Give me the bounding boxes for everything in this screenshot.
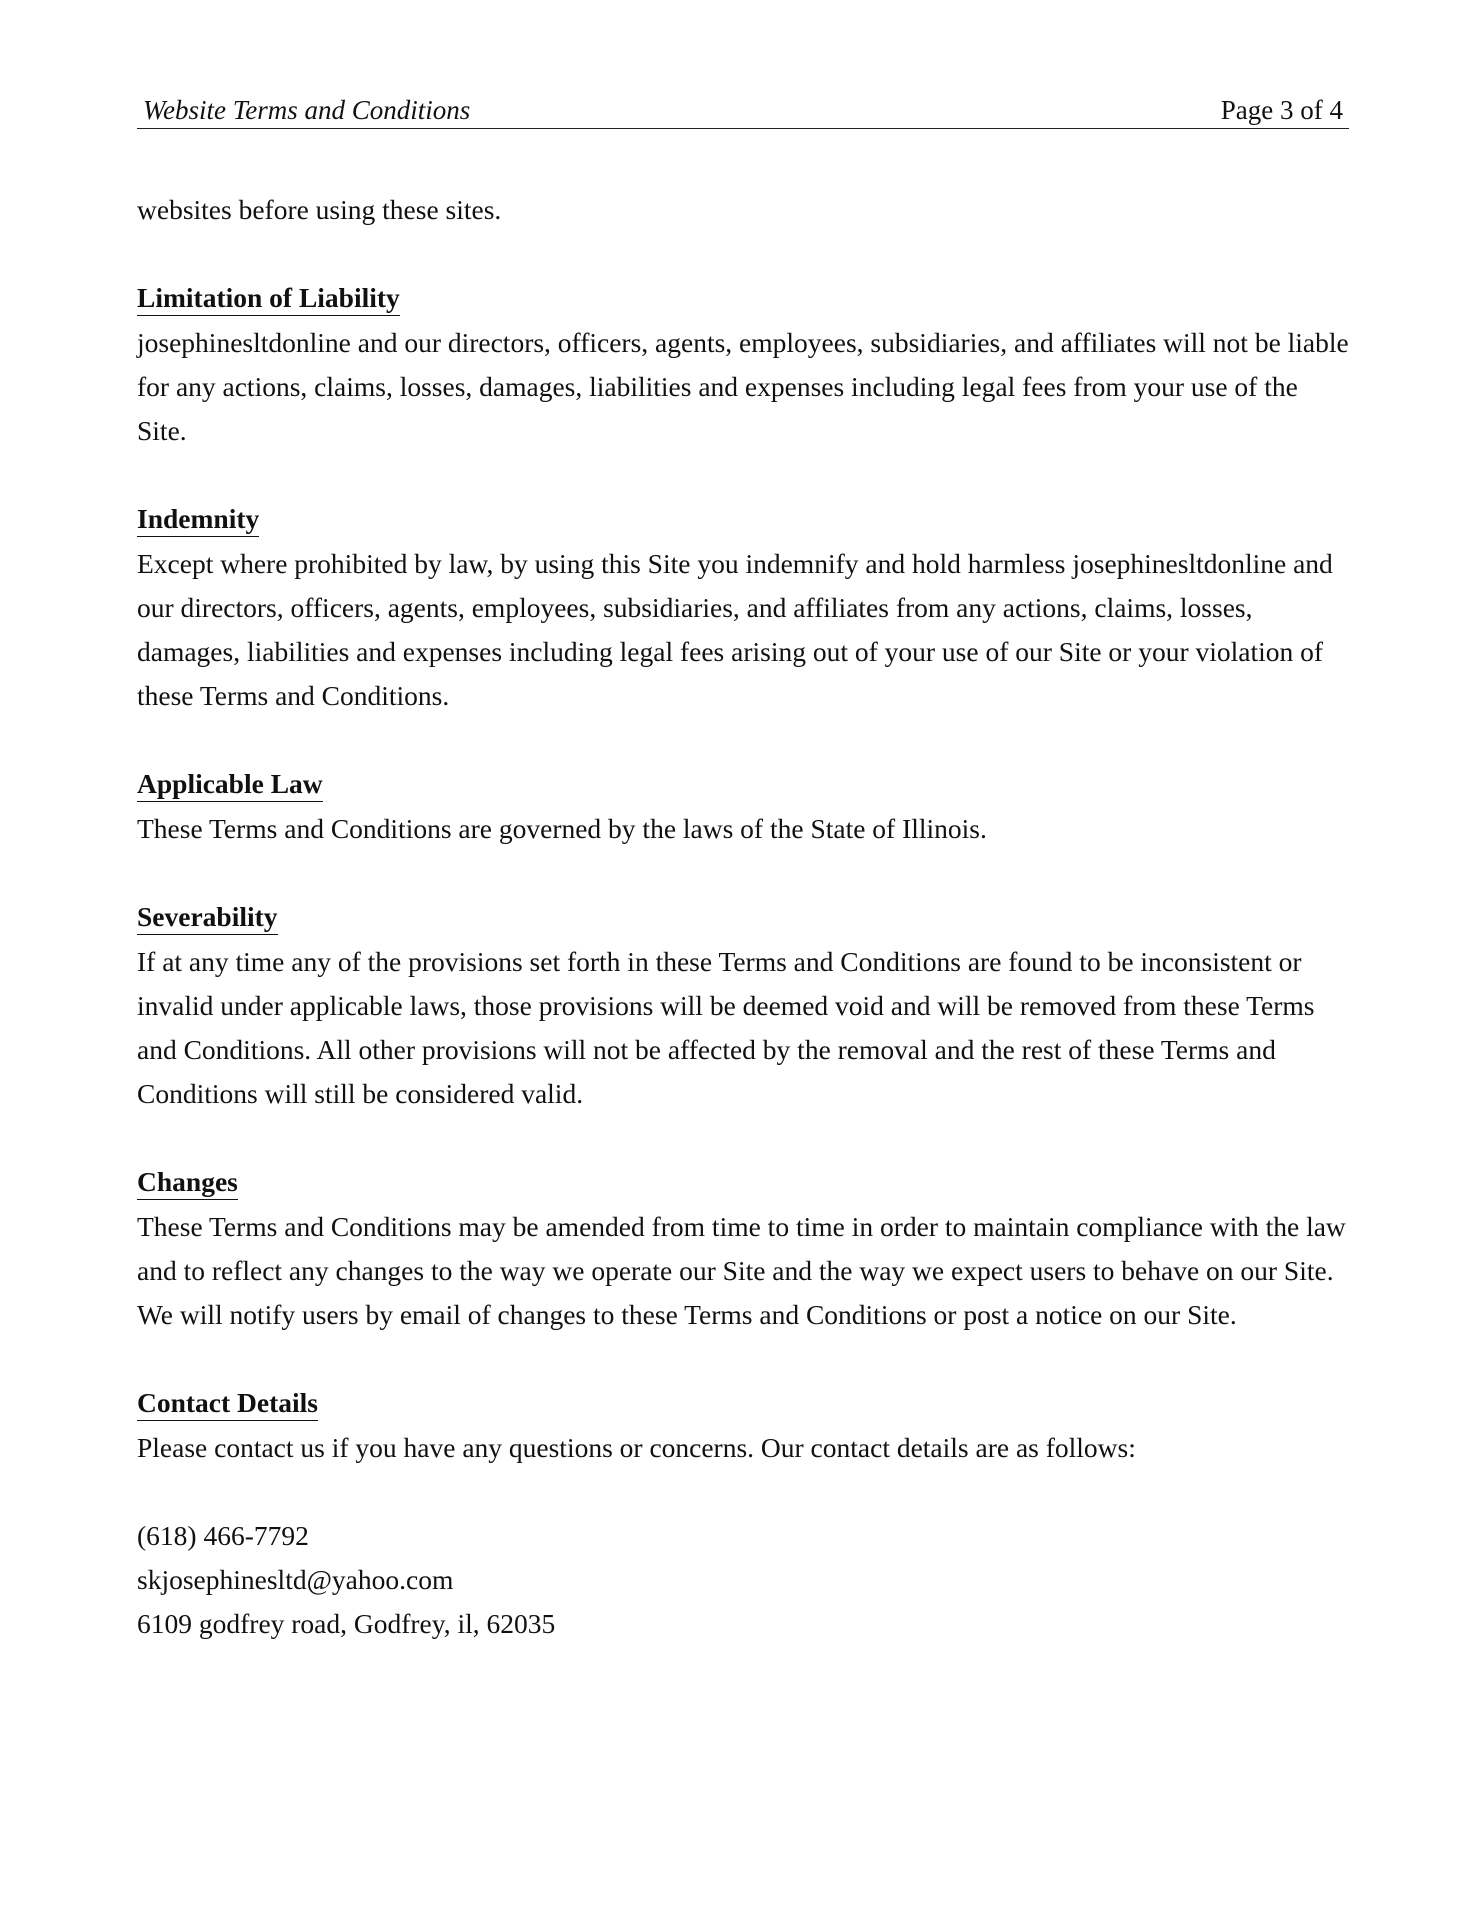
document-page <box>137 92 1349 1646</box>
section-severability <box>137 895 1349 1116</box>
page-number: Page 3 of 4 <box>1220 95 1343 125</box>
contact-phone: (618) 466-7792 <box>137 1520 309 1551</box>
section-limitation-of-liability <box>137 276 1349 453</box>
section-changes <box>137 1160 1349 1337</box>
contact-details <box>137 1514 1349 1646</box>
section-indemnity <box>137 497 1349 718</box>
section-text: If at any time any of the provisions set forth in these Terms and Conditions are found to be inconsistent or invalid under applicable laws, those provisions will be deemed void and will be removed from these Terms and Conditions. All other provisions will not be affected by the removal and the rest of these Terms and Conditions will still be considered valid. <box>137 946 1315 1109</box>
section-heading: Severability <box>137 900 278 935</box>
contact-address: 6109 godfrey road, Godfrey, il, 62035 <box>137 1608 556 1639</box>
section-contact-details <box>137 1381 1349 1470</box>
section-text: Please contact us if you have any questions or concerns. Our contact details are as follows: <box>137 1432 1136 1463</box>
section-heading: Limitation of Liability <box>137 281 400 316</box>
section-heading: Applicable Law <box>137 767 323 802</box>
continuation-text: websites before using these sites. <box>137 194 502 225</box>
contact-email: skjosephinesltd@yahoo.com <box>137 1564 454 1595</box>
document-body <box>137 188 1349 1646</box>
section-text: These Terms and Conditions may be amended from time to time in order to maintain compliance with the law and to reflect any changes to the way we operate our Site and the way we expect users to behave on our Site. We will notify users by email of changes to these Terms and Conditions or post a notice on our Site. <box>137 1211 1346 1330</box>
section-heading: Contact Details <box>137 1386 318 1421</box>
section-applicable-law <box>137 762 1349 851</box>
header-title: Website Terms and Conditions <box>143 95 471 125</box>
section-text: Except where prohibited by law, by using this Site you indemnify and hold harmless josephinesltdonline and our directors, officers, agents, employees, subsidiaries, and affiliates from any actions, claims, losses, damages, liabilities and expenses including legal fees arising out of your use of our Site or your violation of these Terms and Conditions. <box>137 548 1333 711</box>
section-heading: Changes <box>137 1165 238 1200</box>
section-text: josephinesltdonline and our directors, officers, agents, employees, subsidiaries, and affiliates will not be liable for any actions, claims, losses, damages, liabilities and expenses including legal fees from your use of the Site. <box>137 327 1349 446</box>
section-text: These Terms and Conditions are governed by the laws of the State of Illinois. <box>137 813 987 844</box>
section-heading: Indemnity <box>137 502 259 537</box>
page-header <box>137 92 1349 129</box>
